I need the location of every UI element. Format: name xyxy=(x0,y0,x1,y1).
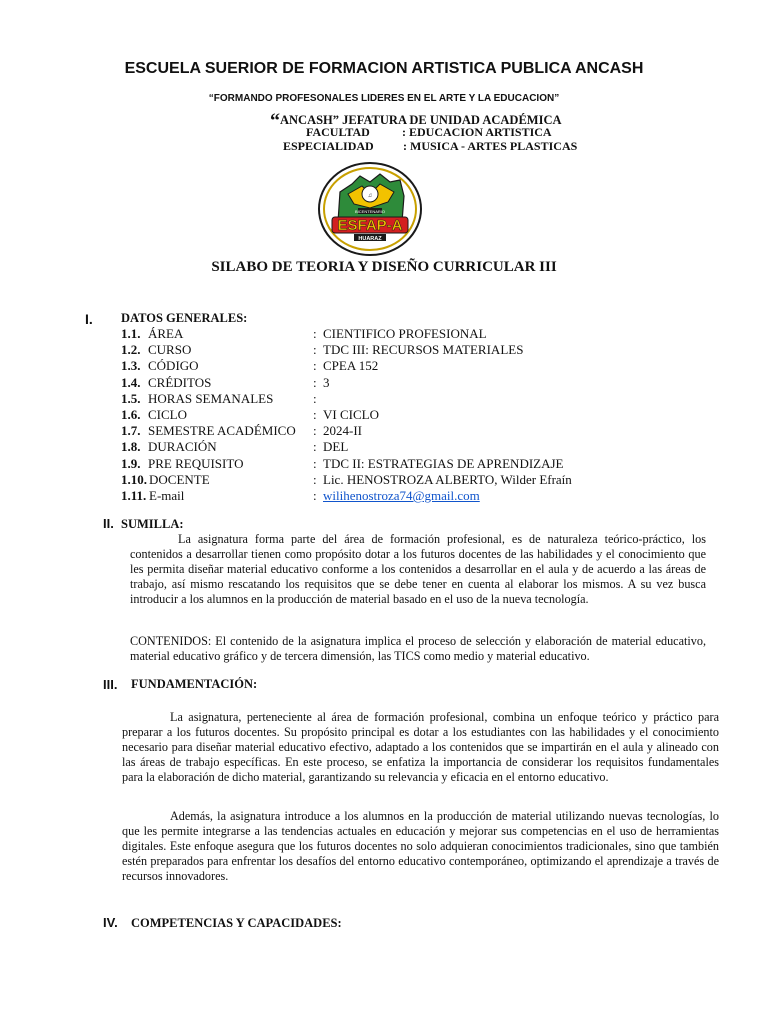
datos-value: DEL xyxy=(323,439,349,455)
datos-row xyxy=(0,391,768,407)
datos-colon: : xyxy=(313,326,317,341)
datos-number: 1.6. xyxy=(121,407,141,422)
jefatura-text: ANCASH” JEFATURA DE UNIDAD ACADÉMICA xyxy=(280,113,562,127)
datos-value: VI CICLO xyxy=(323,407,379,422)
datos-colon: : xyxy=(313,488,317,503)
school-motto: “FORMANDO PROFESONALES LIDERES EN EL ARTE Y LA EDUCACION” xyxy=(208,93,560,104)
section-title: DATOS GENERALES: xyxy=(121,311,248,325)
datos-label: HORAS SEMANALES xyxy=(148,390,274,406)
datos-number: 1.4. xyxy=(121,374,141,390)
school-name: ESCUELA SUERIOR DE FORMACION ARTISTICA PUBLICA ANCASH xyxy=(124,60,644,77)
datos-row xyxy=(0,472,768,488)
datos-colon: : xyxy=(313,342,317,358)
svg-text:♫: ♫ xyxy=(367,193,373,199)
datos-colon: : xyxy=(313,455,317,471)
datos-row xyxy=(0,439,768,455)
especialidad-value: : MUSICA - ARTES PLASTICAS xyxy=(403,139,578,153)
datos-row xyxy=(0,423,768,439)
datos-value: TDC III: RECURSOS MATERIALES xyxy=(323,342,524,358)
logo-small-text: BICENTENARIO xyxy=(354,209,386,214)
datos-label: E-mail xyxy=(149,488,185,503)
datos-label: ÁREA xyxy=(148,326,184,341)
datos-colon: : xyxy=(313,407,317,422)
datos-row xyxy=(0,358,768,374)
datos-number: 1.3. xyxy=(121,358,141,374)
datos-row xyxy=(0,375,768,391)
datos-label: SEMESTRE ACADÉMICO xyxy=(148,423,296,439)
datos-row xyxy=(0,342,768,358)
datos-value: 3 xyxy=(323,374,330,390)
datos-value: 2024-II xyxy=(323,423,362,439)
datos-label: PRE REQUISITO xyxy=(148,455,244,471)
datos-number: 1.2. xyxy=(121,342,141,358)
fundamentacion-paragraph: Además, la asignatura introduce a los alumnos en la producción de material utilizando nuevas tecnologías, lo que les permite integrarse a las tendencias actuales en educación y mejorar sus competencias en el uso de herramientas digitales. Este enfoque asegura que los futuros docentes no solo adquieran conocimientos tradicionales, sino que también estén preparados para enfrentar los desafíos del entorno educativo contemporáneo, optimizando el aprendizaje a través de recursos innovadores. xyxy=(122,809,719,883)
datos-row xyxy=(0,326,768,342)
datos-label: CICLO xyxy=(148,407,187,422)
datos-number: 1.1. xyxy=(121,326,141,341)
facultad-label: FACULTAD xyxy=(306,125,370,139)
esfap-logo xyxy=(318,162,422,256)
sumilla-paragraph: La asignatura forma parte del área de formación profesional, es de naturaleza teórico-práctico, los contenidos a desarrollar tienen como propósito dotar a los futuros docentes de las habilidades y el conocimiento que les permita diseñar material educativo conforme a los contenidos a desarrollar en el aula y de acuerdo a las áreas de trabajo, así mismo rescatando los requisitos que se debe tener en cuenta al elaborar los mismos. A su vez busca introducir a los alumnos en la producción de material basado en el uso de la nueva tecnología. xyxy=(130,532,706,606)
datos-value: CPEA 152 xyxy=(323,358,379,374)
datos-value: TDC II: ESTRATEGIAS DE APRENDIZAJE xyxy=(323,455,564,471)
datos-value: Lic. HENOSTROZA ALBERTO, Wilder Efraín xyxy=(323,471,572,487)
contenidos-paragraph: CONTENIDOS: El contenido de la asignatura implica el proceso de selección y elaboración de material educativo, material educativo gráfico y de tercera dimensión, las TICS como medio y material educativo. xyxy=(130,634,706,663)
datos-colon: : xyxy=(313,358,317,374)
datos-label: DOCENTE xyxy=(149,471,210,487)
section-title: COMPETENCIAS Y CAPACIDADES: xyxy=(131,916,342,930)
datos-row xyxy=(0,407,768,423)
datos-number: 1.5. xyxy=(121,390,141,406)
especialidad-label: ESPECIALIDAD xyxy=(283,139,374,153)
datos-colon: : xyxy=(313,423,317,439)
datos-number: 1.7. xyxy=(121,423,141,439)
datos-label: DURACIÓN xyxy=(148,439,217,455)
facultad-value: : EDUCACION ARTISTICA xyxy=(402,125,552,139)
logo-text: ESFAP-A xyxy=(337,217,403,234)
section-number: III. xyxy=(103,677,118,692)
datos-row xyxy=(0,488,768,504)
datos-colon: : xyxy=(313,374,317,390)
datos-number: 1.10. xyxy=(121,471,147,487)
datos-colon: : xyxy=(313,439,317,455)
fundamentacion-paragraph: La asignatura, perteneciente al área de formación profesional, combina un enfoque teórico y práctico para preparar a los futuros docentes. Su propósito principal es dotar a los estudiantes con las habilidades y el conocimiento necesario para diseñar material educativo efectivo, adaptado a los contenidos que se impartirán en el aula y alineado con las áreas de trabajo específicas. En este proceso, se enfatiza la importancia de considerar los requisitos fundamentales para la elaboración de dicho material, garantizando su relevancia y eficacia en el entorno educativo. xyxy=(122,710,719,784)
datos-label: CURSO xyxy=(148,342,192,358)
email-link[interactable]: wilihenostroza74@gmail.com xyxy=(323,488,480,503)
section-title: SUMILLA: xyxy=(121,517,184,531)
datos-value: CIENTIFICO PROFESIONAL xyxy=(323,326,487,341)
datos-number: 1.11. xyxy=(121,488,147,503)
datos-row xyxy=(0,456,768,472)
document-title: SILABO DE TEORIA Y DISEÑO CURRICULAR III xyxy=(211,259,557,275)
jefatura-quote: “ xyxy=(270,110,280,132)
datos-label: CÓDIGO xyxy=(148,358,199,374)
datos-colon: : xyxy=(313,471,317,487)
section-number: II. xyxy=(103,516,114,531)
logo-subtext: HUARAZ xyxy=(358,236,382,242)
datos-colon: : xyxy=(313,390,317,406)
datos-label: CRÉDITOS xyxy=(148,374,212,390)
section-title: FUNDAMENTACIÓN: xyxy=(131,677,258,691)
section-number: I. xyxy=(85,311,93,327)
datos-number: 1.9. xyxy=(121,455,141,471)
datos-number: 1.8. xyxy=(121,439,141,455)
section-number: IV. xyxy=(103,915,118,930)
